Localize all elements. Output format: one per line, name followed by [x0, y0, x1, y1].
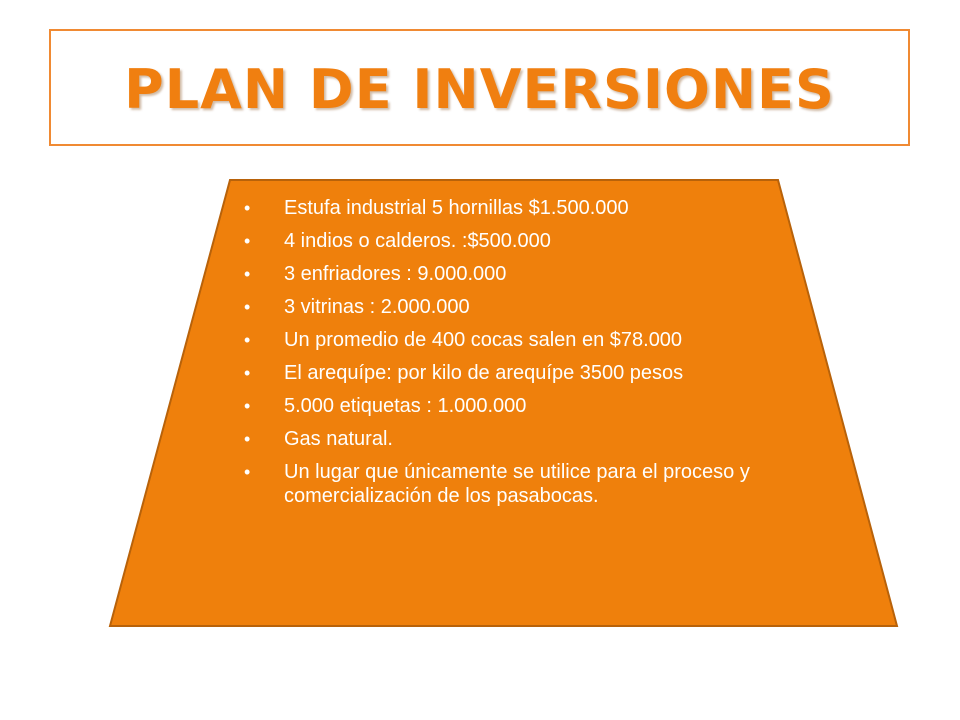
bullet-icon: • — [244, 462, 251, 482]
bullet-icon: • — [244, 429, 251, 449]
list-item-text: 3 enfriadores : 9.000.000 — [284, 263, 507, 285]
list-item-text: 3 vitrinas : 2.000.000 — [284, 296, 470, 318]
list-item — [244, 427, 764, 451]
list-item — [244, 460, 764, 508]
list-item-text: Estufa industrial 5 hornillas $1.500.000 — [284, 197, 629, 219]
list-item-text: Un lugar que únicamente se utilice para el proceso y comercialización de los pasabocas. — [284, 461, 750, 507]
list-item-text: Gas natural. — [284, 428, 393, 450]
list-item — [244, 361, 764, 385]
bullet-icon: • — [244, 198, 251, 218]
list-item — [244, 196, 764, 220]
list-item-text: El arequípe: por kilo de arequípe 3500 pesos — [284, 362, 684, 384]
list-item — [244, 262, 764, 286]
list-item-text: 4 indios o calderos. :$500.000 — [284, 230, 551, 252]
list-item — [244, 295, 764, 319]
bullet-icon: • — [244, 297, 251, 317]
list-item — [244, 394, 764, 418]
bullet-icon: • — [244, 363, 251, 383]
list-item — [244, 229, 764, 253]
bullet-icon: • — [244, 231, 251, 251]
list-item-text: Un promedio de 400 cocas salen en $78.000 — [284, 329, 683, 351]
list-item-text: 5.000 etiquetas : 1.000.000 — [284, 395, 527, 417]
bullet-icon: • — [244, 396, 251, 416]
slide-title: PLAN DE INVERSIONES — [124, 58, 835, 121]
bullet-icon: • — [244, 330, 251, 350]
list-item — [244, 328, 764, 352]
bullet-icon: • — [244, 264, 251, 284]
investment-list — [244, 196, 764, 517]
